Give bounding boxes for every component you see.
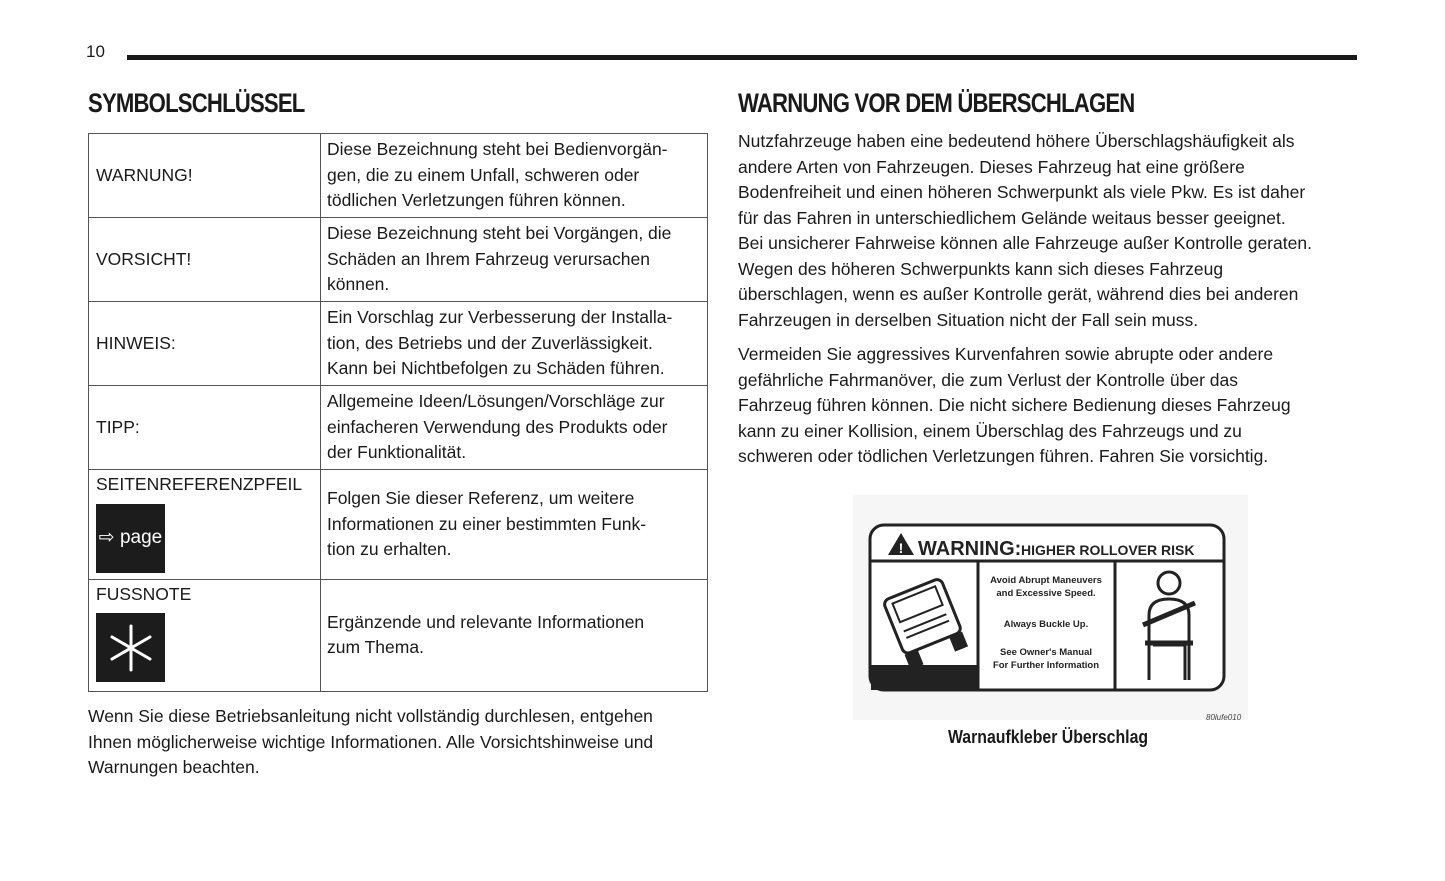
table-row <box>89 470 708 580</box>
description-cell: Ein Vorschlag zur Verbesserung der Installa- tion, des Betriebs und der Zuverlässigkeit. Kann bei Nichtbefolgen zu Schäden führen. <box>321 302 708 386</box>
svg-text:!: ! <box>898 540 904 556</box>
footnote-asterisk-icon <box>96 613 165 682</box>
manual-notice-text: Wenn Sie diese Betriebsanleitung nicht vollständig durchlesen, entgehen Ihnen möglicherweise wichtige Informationen. Alle Vorsichtshinweise und Warnungen beachten. <box>88 706 654 777</box>
term-cell: VORSICHT! <box>89 218 321 302</box>
section-heading-rollover: WARNUNG VOR DEM ÜBERSCHLAGEN <box>738 88 1135 118</box>
term-label: SEITENREFERENZPFEIL <box>96 474 303 494</box>
page-number: 10 <box>86 42 105 61</box>
rollover-paragraph-1: Nutzfahrzeuge haben eine bedeutend höhere Überschlagshäufigkeit als andere Arten von Fahrzeugen. Dieses Fahrzeug hat eine größere Bodenfreiheit und einen höheren Schwerpunkt als viele Pkw. Es ist daher für das Fahren in unterschiedlichem Gelände weitaus besser geeignet. Bei unsicherer Fahrweise können alle Fahrzeuge außer Kontrolle geraten. Wegen des höheren Schwerpunkts kann sich dieses Fahrzeug überschlagen, wenn es außer Kontrolle gerät, während dies bei anderen Fahrzeugen in derselben Situation nicht der Fall sein muss. <box>738 131 1312 330</box>
page-reference-icon <box>96 504 165 573</box>
label-line-1: Avoid Abrupt Maneuvers <box>990 575 1102 586</box>
table-row <box>89 579 708 691</box>
description-cell: Ergänzende und relevante Informationen zum Thema. <box>321 579 708 691</box>
description-cell: Allgemeine Ideen/Lösungen/Vorschläge zur einfacheren Verwendung des Produkts oder der Funktionalität. <box>321 386 708 470</box>
table-row <box>89 134 708 218</box>
label-line-5: For Further Information <box>992 660 1100 671</box>
table-row <box>89 386 708 470</box>
page-reference-icon-text: ⇨ page <box>98 527 163 549</box>
label-line-2: and Excessive Speed. <box>996 588 1096 599</box>
rollover-warning-label <box>853 495 1248 720</box>
description-cell: Diese Bezeichnung steht bei Vorgängen, die Schäden an Ihrem Fahrzeug verursachen können. <box>321 218 708 302</box>
label-warning-sub: HIGHER ROLLOVER RISK <box>1021 542 1195 558</box>
term-cell <box>89 579 321 691</box>
symbol-key-table <box>88 133 708 692</box>
rollover-paragraph-2: Vermeiden Sie aggressives Kurvenfahren sowie abrupte oder andere gefährliche Fahrmanöver, die zum Verlust der Kontrolle über das Fahrzeug führen können. Die nicht sichere Bedienung dieses Fahrzeug kann zu einer Kollision, einem Überschlag des Fahrzeugs und zu schweren oder tödlichen Verletzungen führen. Fahren Sie vorsichtig. <box>738 344 1291 466</box>
asterisk-icon <box>105 622 157 674</box>
term-label: FUSSNOTE <box>96 583 192 604</box>
table-row <box>89 218 708 302</box>
label-line-4: See Owner's Manual <box>999 647 1093 658</box>
description-cell: Folgen Sie dieser Referenz, um weitere Informationen zu einer bestimmten Funk- tion zu erhalten. <box>321 470 708 580</box>
description-cell: Diese Bezeichnung steht bei Bedienvorgän- gen, die zu einem Unfall, schweren oder tödlichen Verletzungen führen können. <box>321 134 708 218</box>
figure-caption: Warnaufkleber Überschlag <box>947 727 1149 747</box>
label-image-code: 80lufe010 <box>1206 713 1242 722</box>
term-cell: WARNUNG! <box>89 134 321 218</box>
section-heading-symbols: SYMBOLSCHLÜSSEL <box>88 88 305 118</box>
label-warning-word: WARNING: <box>918 538 1022 560</box>
header-rule <box>127 55 1357 60</box>
table-row <box>89 302 708 386</box>
term-cell <box>89 470 321 580</box>
term-cell: HINWEIS: <box>89 302 321 386</box>
term-cell: TIPP: <box>89 386 321 470</box>
warning-label-graphic <box>853 495 1248 720</box>
label-line-3: Always Buckle Up. <box>1003 619 1089 630</box>
